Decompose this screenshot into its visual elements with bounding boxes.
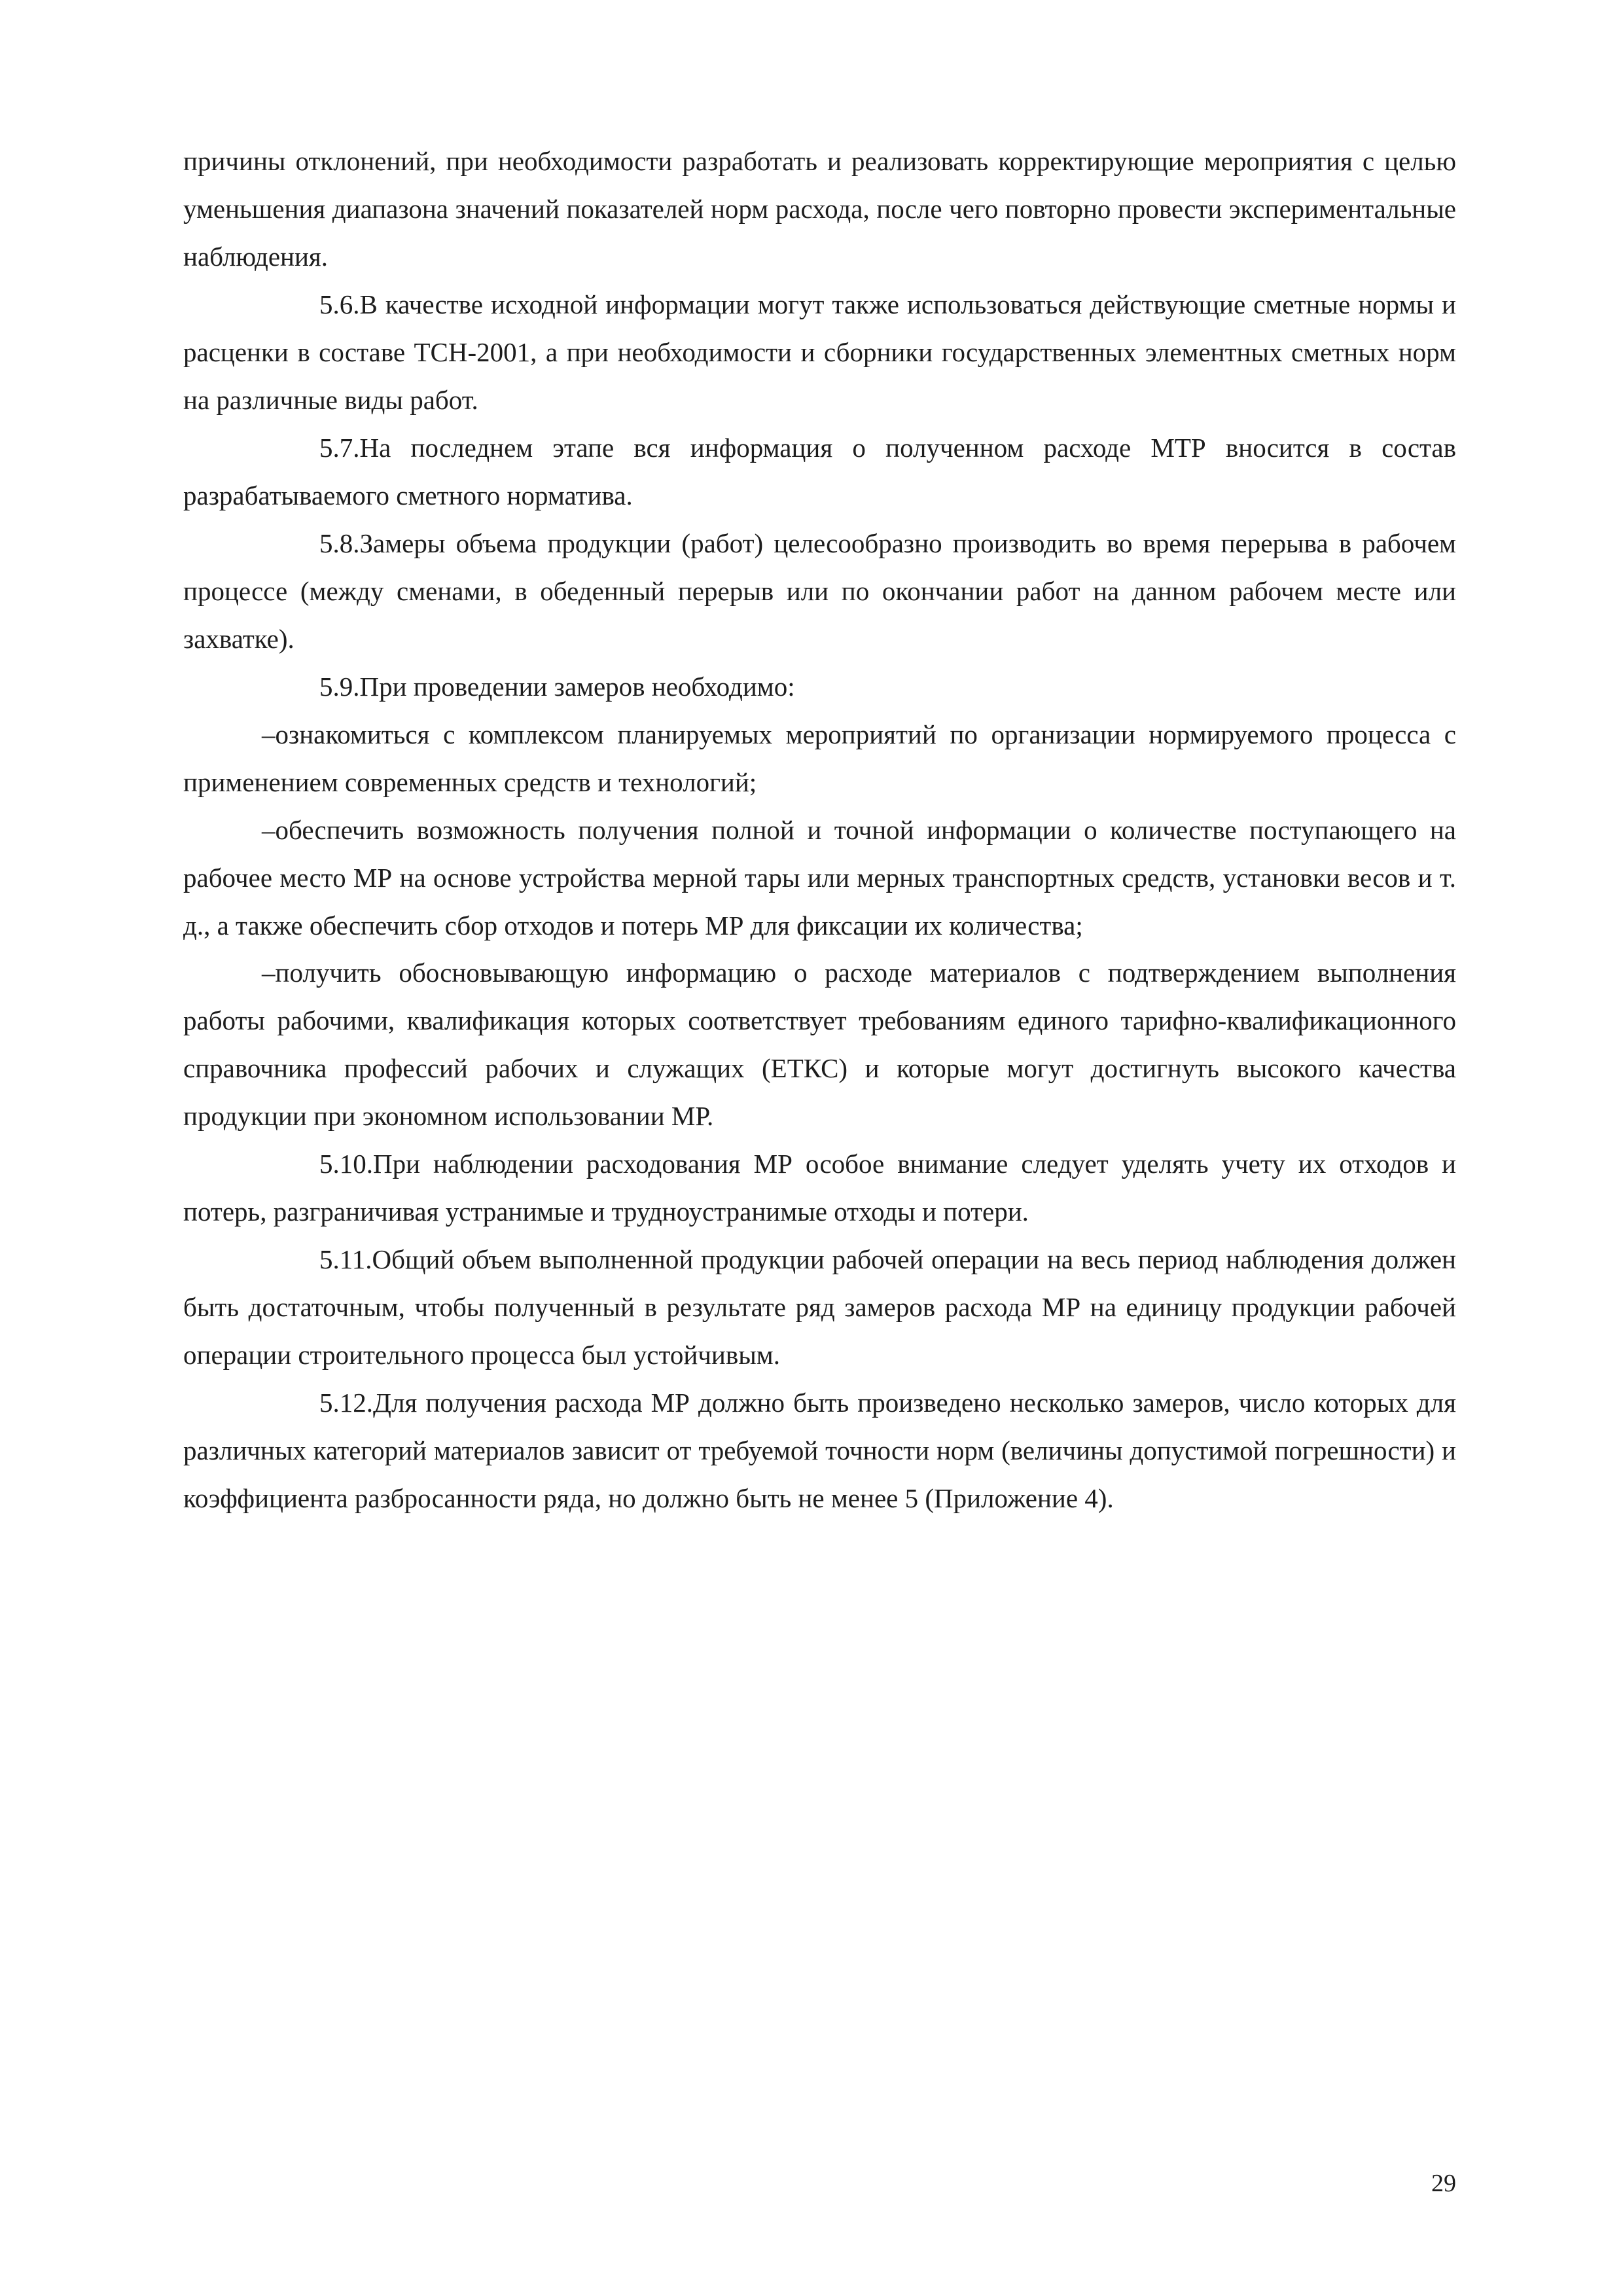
clause-text: Для получения расхода МР должно быть произведено несколько замеров, число которых для различных категорий материалов зависит от требуемой точности норм (величины допустимой погрешности) и коэффициента разбросанности ряда, но должно быть не менее 5 (Приложение 4). bbox=[183, 1388, 1456, 1514]
page-number: 29 bbox=[1431, 2170, 1456, 2197]
clause-text: Замеры объема продукции (работ) целесообразно производить во время перерыва в рабочем процессе (между сменами, в обеденный перерыв или по окончании работ на данном рабочем месте или захватке). bbox=[183, 528, 1456, 654]
document-body bbox=[183, 137, 1456, 1522]
dash-item-text: обеспечить возможность получения полной и точной информации о количестве поступающего на рабочее место МР на основе устройства мерной тары или мерных транспортных средств, установки весов и т. д., а также обеспечить сбор отходов и потерь МР для фиксации их количества; bbox=[183, 814, 1456, 941]
clause-text: При проведении замеров необходимо: bbox=[359, 671, 795, 702]
clause-text: При наблюдении расходования МР особое внимание следует уделять учету их отходов и потерь, разграничивая устранимые и трудноустранимые отходы и потери. bbox=[183, 1149, 1456, 1227]
clause-number: 5.8. bbox=[319, 528, 360, 558]
dash-item-3 bbox=[183, 949, 1456, 1140]
clause-number: 5.7. bbox=[319, 432, 360, 463]
clause-number: 5.9. bbox=[319, 671, 360, 702]
clause-text: Общий объем выполненной продукции рабочей операции на весь период наблюдения должен быть достаточным, чтобы полученный в результате ряд замеров расхода МР на единицу продукции рабочей операции строительного процесса был устойчивым. bbox=[183, 1244, 1456, 1371]
clause-5-11 bbox=[183, 1236, 1456, 1379]
clause-5-6 bbox=[183, 281, 1456, 424]
clause-5-7 bbox=[183, 424, 1456, 520]
clause-number: 5.10. bbox=[319, 1149, 373, 1179]
dash-marker: – bbox=[262, 719, 276, 749]
dash-marker: – bbox=[262, 958, 276, 988]
dash-item-text: получить обосновывающую информацию о расходе материалов с подтверждением выполнения работы рабочими, квалификация которых соответствует требованиям единого тарифно-квалификационного справочника профессий рабочих и служащих (ЕТКС) и которые могут достигнуть высокого качества продукции при экономном использовании МР. bbox=[183, 958, 1456, 1132]
clause-5-12 bbox=[183, 1379, 1456, 1522]
clause-number: 5.11. bbox=[319, 1244, 372, 1275]
dash-item-2 bbox=[183, 806, 1456, 950]
clause-5-10 bbox=[183, 1140, 1456, 1236]
clause-number: 5.12. bbox=[319, 1388, 373, 1418]
clause-text: В качестве исходной информации могут также использоваться действующие сметные нормы и расценки в составе ТСН-2001, а при необходимости и сборники государственных элементных сметных норм на различные виды работ. bbox=[183, 289, 1456, 415]
paragraph-continued bbox=[183, 137, 1456, 281]
clause-number: 5.6. bbox=[319, 289, 360, 319]
clause-5-9 bbox=[183, 663, 1456, 711]
dash-marker: – bbox=[262, 814, 276, 845]
clause-text: На последнем этапе вся информация о полученном расходе МТР вносится в состав разрабатываемого сметного норматива. bbox=[183, 432, 1456, 511]
paragraph-text: причины отклонений, при необходимости разработать и реализовать корректирующие мероприятия с целью уменьшения диапазона значений показателей норм расхода, после чего повторно провести экспериментальные наблюдения. bbox=[183, 146, 1456, 272]
dash-item-1 bbox=[183, 711, 1456, 806]
clause-5-8 bbox=[183, 520, 1456, 663]
dash-item-text: ознакомиться с комплексом планируемых мероприятий по организации нормируемого процесса с применением современных средств и технологий; bbox=[183, 719, 1456, 797]
